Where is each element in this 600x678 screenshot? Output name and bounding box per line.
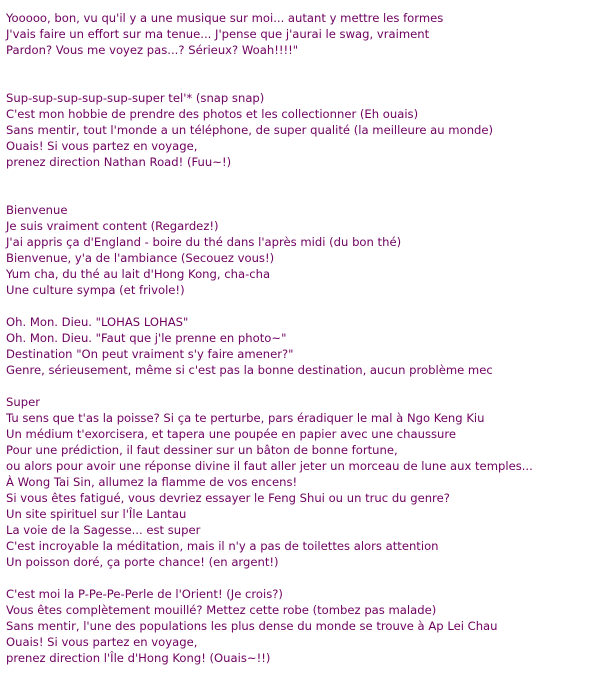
lyric-line: C'est moi la P-Pe-Pe-Perle de l'Orient! (Je crois?) xyxy=(6,587,283,601)
lyric-line: Bienvenue, y'a de l'ambiance (Secouez vous!) xyxy=(6,251,275,265)
lyric-line: Un médium t'exorcisera, et tapera une poupée en papier avec une chaussure xyxy=(6,427,457,441)
lyric-line: Destination "On peut vraiment s'y faire amener?" xyxy=(6,347,294,361)
lyric-line: Un site spirituel sur l'Île Lantau xyxy=(6,507,187,521)
stanza-intro xyxy=(6,10,596,58)
lyric-line: Yooooo, bon, vu qu'il y a une musique sur moi... autant y mettre les formes xyxy=(6,11,444,25)
lyric-line: Si vous êtes fatigué, vous devriez essayer le Feng Shui ou un truc du genre? xyxy=(6,491,450,505)
stanza-bienvenue xyxy=(6,202,596,298)
stanza-perle xyxy=(6,586,596,666)
lyric-line: Yum cha, du thé au lait d'Hong Kong, cha-cha xyxy=(6,267,271,281)
lyric-line: Ouais! Si vous partez en voyage, xyxy=(6,139,198,153)
lyric-line: Une culture sympa (et frivole!) xyxy=(6,283,185,297)
lyric-line: Tu sens que t'as la poisse? Si ça te perturbe, pars éradiquer le mal à Ngo Keng Kiu xyxy=(6,411,485,425)
lyric-line: Vous êtes complètement mouillé? Mettez cette robe (tombez pas malade) xyxy=(6,603,437,617)
stanza-verse-1 xyxy=(6,90,596,170)
lyric-line: J'vais faire un effort sur ma tenue... J'pense que j'aurai le swag, vraiment xyxy=(6,27,430,41)
lyric-line: Pour une prédiction, il faut dessiner sur un bâton de bonne fortune, xyxy=(6,443,398,457)
lyric-line: prenez direction l'Île d'Hong Kong! (Ouais~!!) xyxy=(6,651,271,665)
lyric-line: Pardon? Vous me voyez pas...? Sérieux? Woah!!!!" xyxy=(6,43,299,57)
lyric-line: La voie de la Sagesse... est super xyxy=(6,523,201,537)
lyric-line: Sup-sup-sup-sup-sup-super tel'* (snap snap) xyxy=(6,91,265,105)
lyrics-text xyxy=(6,10,596,666)
lyric-line: Sans mentir, l'une des populations les plus dense du monde se trouve à Ap Lei Chau xyxy=(6,619,498,633)
lyric-line: J'ai appris ça d'England - boire du thé dans l'après midi (du bon thé) xyxy=(6,235,402,249)
stanza-gap xyxy=(6,58,596,90)
lyric-line: À Wong Tai Sin, allumez la flamme de vos encens! xyxy=(6,475,298,489)
stanza-gap xyxy=(6,378,596,394)
lyric-line: Super xyxy=(6,395,40,409)
lyric-line: C'est mon hobbie de prendre des photos et les collectionner (Eh ouais) xyxy=(6,107,419,121)
lyric-line: Un poisson doré, ça porte chance! (en argent!) xyxy=(6,555,279,569)
lyric-line: Bienvenue xyxy=(6,203,68,217)
lyric-line: Je suis vraiment content (Regardez!) xyxy=(6,219,219,233)
lyric-line: Oh. Mon. Dieu. "LOHAS LOHAS" xyxy=(6,315,189,329)
stanza-oh-mon-dieu xyxy=(6,314,596,378)
lyric-line: Ouais! Si vous partez en voyage, xyxy=(6,635,198,649)
stanza-gap xyxy=(6,570,596,586)
lyric-line: C'est incroyable la méditation, mais il n'y a pas de toilettes alors attention xyxy=(6,539,439,553)
stanza-super xyxy=(6,394,596,570)
lyric-line: ou alors pour avoir une réponse divine il faut aller jeter un morceau de lune aux temples... xyxy=(6,459,533,473)
lyric-line: Oh. Mon. Dieu. "Faut que j'le prenne en photo~" xyxy=(6,331,287,345)
stanza-gap xyxy=(6,170,596,202)
lyric-line: Genre, sérieusement, même si c'est pas la bonne destination, aucun problème mec xyxy=(6,363,493,377)
stanza-gap xyxy=(6,298,596,314)
lyric-line: Sans mentir, tout l'monde a un téléphone, de super qualité (la meilleure au monde) xyxy=(6,123,494,137)
lyric-line: prenez direction Nathan Road! (Fuu~!) xyxy=(6,155,232,169)
